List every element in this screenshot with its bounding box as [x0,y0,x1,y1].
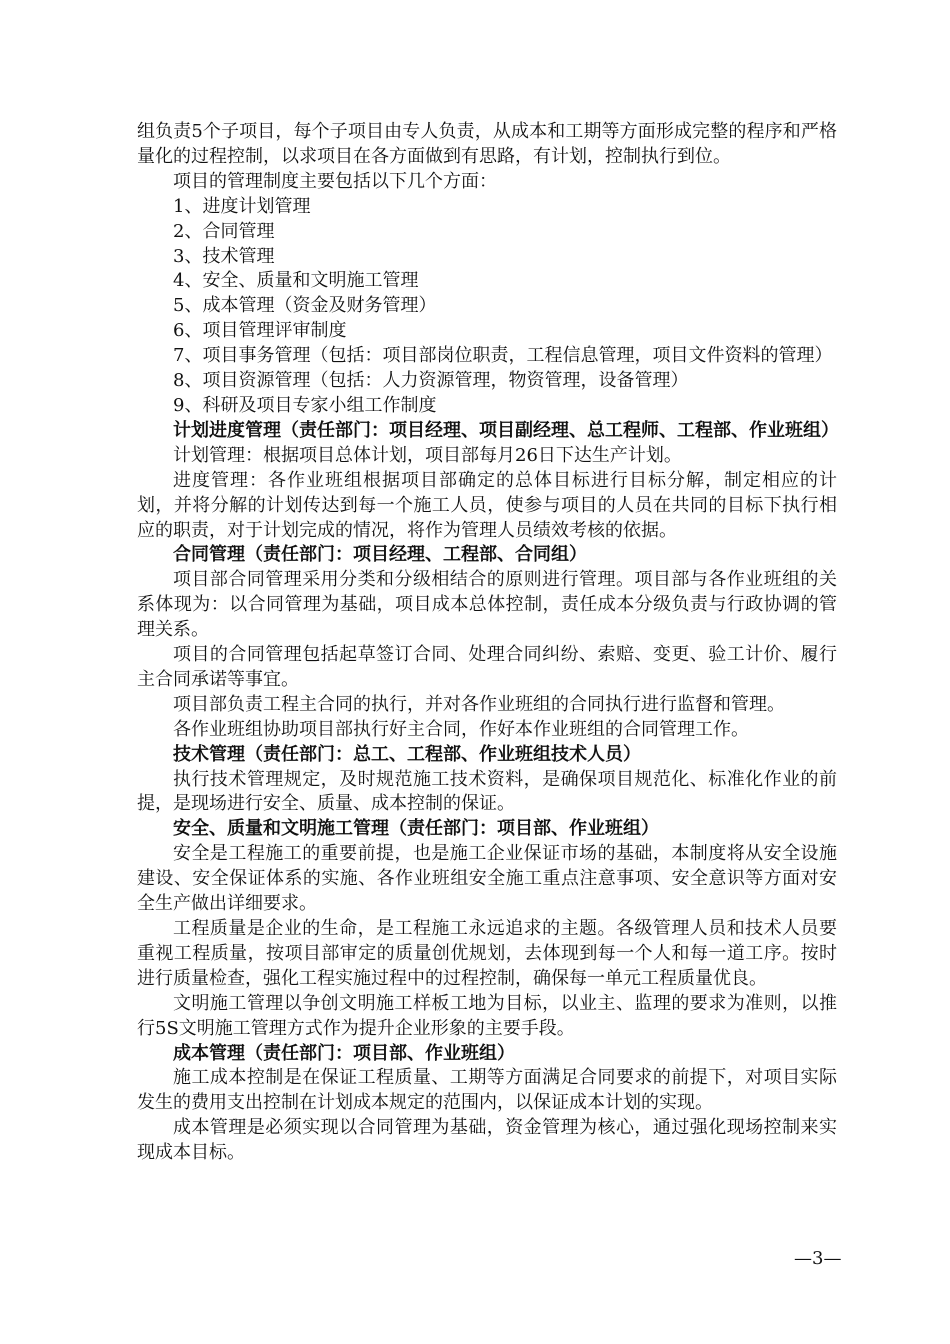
paragraph: 工程质量是企业的生命，是工程施工永远追求的主题。各级管理人员和技术人员要重视工程质量，按项目部审定的质量创优规划，去体现到每一个人和每一道工序。按时进行质量检查，强化工程实施过程中的过程控制，确保每一单元工程质量优良。 [137,918,837,989]
list-item: 8、项目资源管理（包括：人力资源管理，物资管理，设备管理） [173,370,689,392]
paragraph: 项目的合同管理包括起草签订合同、处理合同纠纷、索赔、变更、验工计价、履行主合同承诺等事宜。 [137,644,837,690]
paragraph: 项目部合同管理采用分类和分级相结合的原则进行管理。项目部与各作业班组的关系体现为：以合同管理为基础，项目成本总体控制，责任成本分级负责与行政协调的管理关系。 [137,569,837,641]
paragraph: 文明施工管理以争创文明施工样板工地为目标，以业主、监理的要求为准则，以推行5S文明施工管理方式作为提升企业形象的主要手段。 [137,992,837,1039]
section-heading: 成本管理（责任部门：项目部、作业班组） [173,1042,515,1064]
list-item: 7、项目事务管理（包括：项目部岗位职责，工程信息管理，项目文件资料的管理） [173,345,833,367]
list-item: 9、科研及项目专家小组工作制度 [173,394,437,416]
paragraph: 进度管理：各作业班组根据项目部确定的总体目标进行目标分解，制定相应的计划，并将分解的计划传达到每一个施工人员，使参与项目的人员在共同的目标下执行相应的职责，对于计划完成的情况，将作为管理人员绩效考核的依据。 [137,469,837,541]
paragraph: 项目部负责工程主合同的执行，并对各作业班组的合同执行进行监督和管理。 [173,693,785,715]
section-heading: 技术管理（责任部门：总工、工程部、作业班组技术人员） [173,743,641,765]
paragraph: 项目的管理制度主要包括以下几个方面： [173,170,497,192]
paragraph: 计划管理：根据项目总体计划，项目部每月26日下达生产计划。 [173,444,682,466]
paragraph: 安全是工程施工的重要前提，也是施工企业保证市场的基础，本制度将从安全设施建设、安全保证体系的实施、各作业班组安全施工重点注意事项、安全意识等方面对安全生产做出详细要求。 [137,843,837,915]
section-heading: 安全、质量和文明施工管理（责任部门：项目部、作业班组） [173,818,659,840]
paragraph: 成本管理是必须实现以合同管理为基础，资金管理为核心，通过强化现场控制来实现成本目标。 [137,1117,837,1164]
section-heading: 合同管理（责任部门：项目经理、工程部、合同组） [173,544,587,566]
paragraph: 施工成本控制是在保证工程质量、工期等方面满足合同要求的前提下，对项目实际发生的费用支出控制在计划成本规定的范围内，以保证成本计划的实现。 [137,1067,837,1114]
list-item: 3、技术管理 [173,245,275,267]
list-item: 2、合同管理 [173,220,275,242]
paragraph: 执行技术管理规定，及时规范施工技术资料，是确保项目规范化、标准化作业的前提，是现场进行安全、质量、成本控制的保证。 [137,768,837,815]
section-heading: 计划进度管理（责任部门：项目经理、项目副经理、总工程师、工程部、作业班组） [173,419,839,441]
page-number: —3— [794,1248,842,1269]
list-item: 5、成本管理（资金及财务管理） [173,295,437,317]
list-item: 1、进度计划管理 [173,195,311,217]
document-body [137,120,837,1166]
paragraph: 各作业班组协助项目部执行好主合同，作好本作业班组的合同管理工作。 [173,718,749,740]
list-item: 6、项目管理评审制度 [173,320,347,342]
list-item: 4、安全、质量和文明施工管理 [173,270,419,292]
paragraph: 组负责5个子项目，每个子项目由专人负责，从成本和工期等方面形成完整的程序和严格量化的过程控制，以求项目在各方面做到有思路，有计划，控制执行到位。 [137,121,837,167]
